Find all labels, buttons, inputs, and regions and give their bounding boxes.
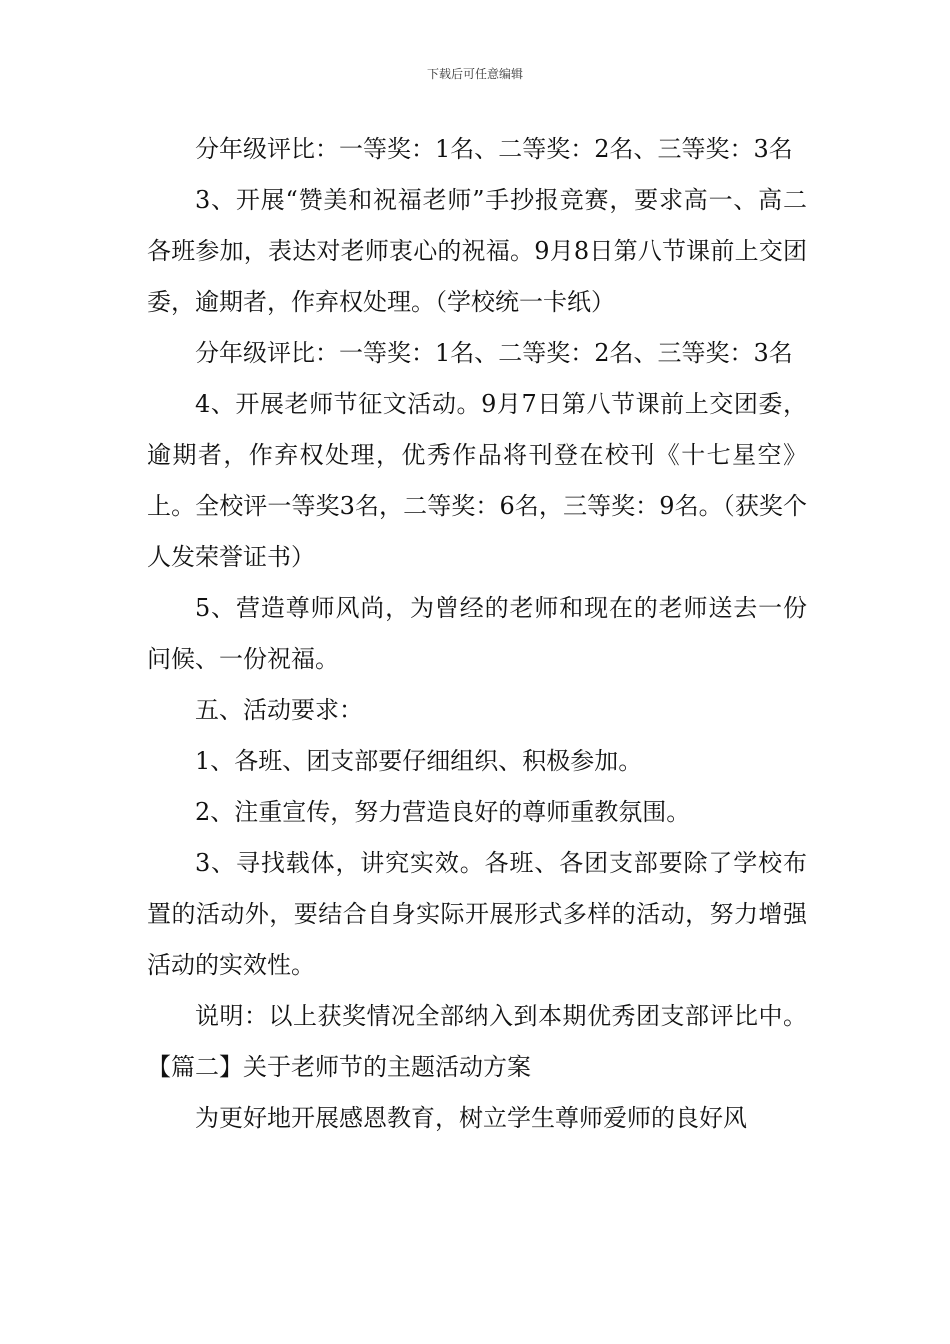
paragraph-item-4: 4、开展老师节征文活动。9月7日第八节课前上交团委，逾期者，作弃权处理，优秀作品将刊登在校刊《十七星空》上。全校评一等奖3名，二等奖：6名，三等奖：9名。（获奖个人发荣誉证书） xyxy=(147,390,807,571)
paragraph-grade-awards-1: 分年级评比：一等奖：1名、二等奖：2名、三等奖：3名 xyxy=(195,135,793,163)
document-body xyxy=(147,124,807,1144)
paragraph-requirement-3: 3、寻找载体，讲究实效。各班、各团支部要除了学校布置的活动外，要结合自身实际开展形式多样的活动，努力增强活动的实效性。 xyxy=(147,849,807,979)
paragraph-intro-part-2: 为更好地开展感恩教育，树立学生尊师爱师的良好风 xyxy=(195,1104,747,1132)
paragraph-grade-awards-2: 分年级评比：一等奖：1名、二等奖：2名、三等奖：3名 xyxy=(195,339,793,367)
paragraph-requirement-2: 2、注重宣传，努力营造良好的尊师重教氛围。 xyxy=(195,798,691,826)
paragraph-item-5: 5、营造尊师风尚，为曾经的老师和现在的老师送去一份问候、一份祝福。 xyxy=(147,594,807,673)
page-header: 下载后可任意编辑 xyxy=(426,67,523,81)
paragraph-note: 说明：以上获奖情况全部纳入到本期优秀团支部评比中。 【篇二】关于老师节的主题活动方案 xyxy=(147,1002,807,1081)
section-heading-requirements: 五、活动要求： xyxy=(195,696,363,724)
paragraph-requirement-1: 1、各班、团支部要仔细组织、积极参加。 xyxy=(195,747,643,775)
paragraph-item-3: 3、开展“赞美和祝福老师”手抄报竞赛，要求高一、高二各班参加，表达对老师衷心的祝福。9月8日第八节课前上交团委，逾期者，作弃权处理。（学校统一卡纸） xyxy=(147,186,807,316)
